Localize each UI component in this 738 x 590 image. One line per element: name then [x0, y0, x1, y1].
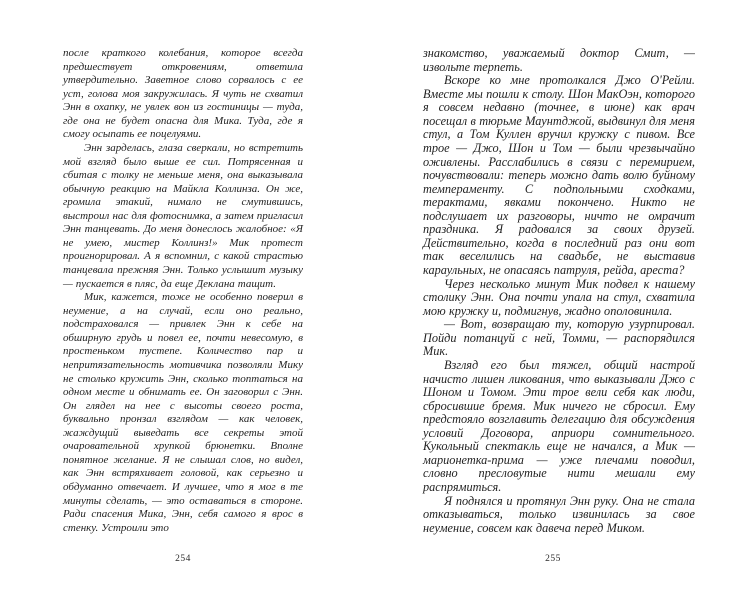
- paragraph: Я поднялся и протянул Энн руку. Она не стала отказываться, только извинилась за свое неумение, совсем как давеча перед Миком.: [423, 493, 695, 535]
- paragraph: — Вот, возвращаю ту, которую узурпировал. Пойди потанцуй с ней, Томми, — распорядился Мик.: [423, 317, 695, 359]
- paragraph: Энн зарделась, глаза сверкали, но встретить мой взгляд было выше ее сил. Потрясенная и сбитая с толку не меньше меня, она выказывала обычную реакцию на Майкла Коллинза. Он же, громила этакий, нимало не смутившись, выстроил нас для фотоснимка, а затем пригласил Энн танцевать. До меня донеслось жалобное: «Я не умею, мистер Коллинз!» Мик протест проигнорировал. А я вспомнил, с какой страстью танцевала прежняя Энн. Только услышит музыку — пускается в пляс, да еще Деклана тащит.: [63, 141, 303, 290]
- paragraph: знакомство, уважаемый доктор Смит, — извольте терпеть.: [423, 46, 695, 74]
- page-left-text: [63, 47, 303, 535]
- page-right-text: [423, 47, 695, 535]
- paragraph: Через несколько минут Мик подвел к нашему столику Энн. Она почти упала на стул, схватила мою кружку и, подмигнув, жадно ополовинила.: [423, 276, 695, 318]
- paragraph: Взгляд его был тяжел, общий настрой начисто лишен ликования, что выказывали Джо с Шоном и Томом. Эти трое вели себя как люди, сбросившие бремя. Мик ничего не сбросил. Ему предстояло возглавить делегацию для обсуждения условий Договора, априори сомнительного. Кукольный спектакль еще не начался, а Мик — марионетка-прима — уже плечами поводил, словно пресловутые нити мешали ему распрямиться.: [423, 357, 695, 494]
- page-number-right: 255: [545, 554, 561, 564]
- paragraph: Вскоре ко мне протолкался Джо О'Рейли. Вместе мы пошли к столу. Шон МакОэн, которого я совсем недавно (точнее, в июне) как врач посещал в тюрьме Маунтджой, выдвинул для меня стул, а Том Куллен вручил кружку с пивом. Все трое — Джо, Шон и Том — были чрезвычайно оживлены. Расслабились в связи с перемирием, почувствовали: теперь можно дать волю буйному темпераменту. С подпольными сходками, терактами, явками покончено. Никто не подслушает их разговоры, ничто не омрачит праздника. Я радовался за своих друзей. Действительно, когда в последний раз они вот так веселились на свадьбе, не выставив караульных, не опасаясь патруля, рейда, ареста?: [423, 73, 695, 277]
- paragraph: Мик, кажется, тоже не особенно поверил в неумение, а на случай, если оно реально, подстраховался — привлек Энн к себе на обширную грудь и повел ее, почти невесомую, в простеньком тустепе. Количество пар и непритязательность мотивчика позволяли Мику не столько кружить Энн, сколько топтаться на одном месте и обнимать ее. Он заговорил с Энн. Он глядел на нее с высоты своего роста, буквально пронзал взглядом — как человек, жаждущий выведать все секреты этой очаровательной хрупкой брюнетки. Вполне понятное желание. Я не слышал слов, но видел, как Энн встряхивает головой, как серьезно и обдуманно отвечает. И лучшее, что я мог в те минуты сделать, — это оставаться в стороне. Ради спасения Мика, Энн, себя самого я врос в стенку. Устроили это: [63, 291, 303, 534]
- page-number-left: 254: [175, 554, 191, 564]
- paragraph: после краткого колебания, которое всегда предшествует откровениям, ответила утвердительно. Заветное слово сорвалось с ее уст, голова моя закружилась. Я чуть не схватил Энн в охапку, не увлек вон из гостиницы — туда, где она не будет опасна для Мика. Туда, где я смогу осыпать ее поцелуями.: [63, 47, 303, 141]
